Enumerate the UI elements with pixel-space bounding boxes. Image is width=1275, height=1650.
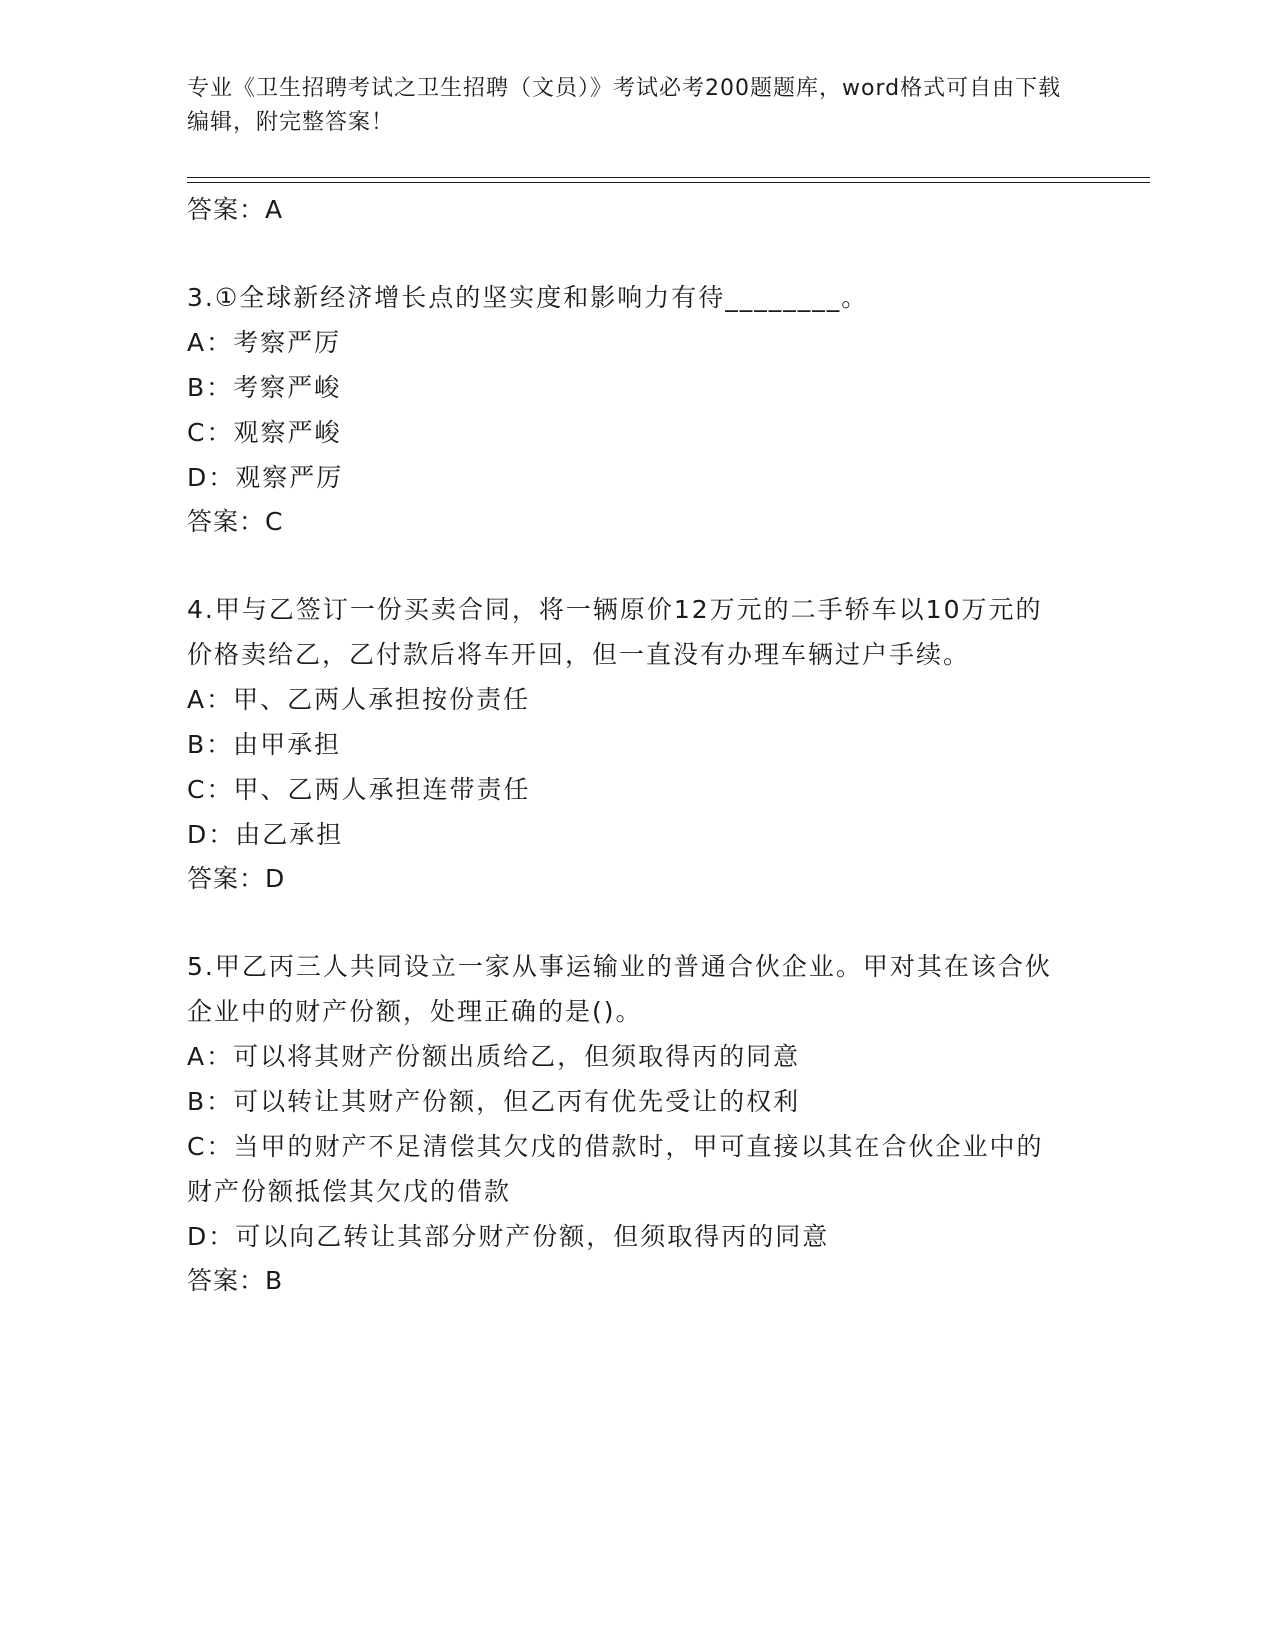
answer-line: 答案：D: [187, 864, 286, 893]
option-c: C：观察严峻: [187, 418, 342, 447]
option-c: C：甲、乙两人承担连带责任: [187, 775, 531, 804]
header-divider-bottom: [187, 182, 1150, 183]
question-list: [187, 188, 1067, 1303]
option-b: B：可以转让其财产份额，但乙丙有优先受让的权利: [187, 1087, 801, 1116]
question-stem: 5.甲乙丙三人共同设立一家从事运输业的普通合伙企业。甲对其在该合伙企业中的财产份额，处理正确的是()。: [187, 952, 1052, 1026]
answer-line: 答案：C: [187, 507, 284, 536]
option-d: D：可以向乙转让其部分财产份额，但须取得丙的同意: [187, 1222, 830, 1251]
option-b: B：考察严峻: [187, 373, 342, 402]
option-b: B：由甲承担: [187, 730, 342, 759]
option-c: C：当甲的财产不足清偿其欠戊的借款时，甲可直接以其在合伙企业中的财产份额抵偿其欠戊的借款: [187, 1132, 1044, 1206]
answer-line: 答案：A: [187, 195, 284, 224]
option-a: A：甲、乙两人承担按份责任: [187, 685, 531, 714]
question-stem: 3.①全球新经济增长点的坚实度和影响力有待________。: [187, 283, 869, 312]
question-stem: 4.甲与乙签订一份买卖合同，将一辆原价12万元的二手轿车以10万元的价格卖给乙，乙付款后将车开回，但一直没有办理车辆过户手续。: [187, 595, 1043, 669]
header-divider-top: [187, 177, 1150, 178]
option-d: D：由乙承担: [187, 820, 344, 849]
question-block: [187, 587, 1067, 901]
document-header: 专业《卫生招聘考试之卫生招聘（文员）》考试必考200题题库，word格式可自由下载编辑，附完整答案！: [187, 76, 1062, 135]
option-a: A：考察严厉: [187, 328, 342, 357]
option-d: D：观察严厉: [187, 463, 344, 492]
question-block: [187, 275, 1067, 544]
option-a: A：可以将其财产份额出质给乙，但须取得丙的同意: [187, 1042, 801, 1071]
answer-line: 答案：B: [187, 1266, 284, 1295]
question-block: [187, 944, 1067, 1303]
